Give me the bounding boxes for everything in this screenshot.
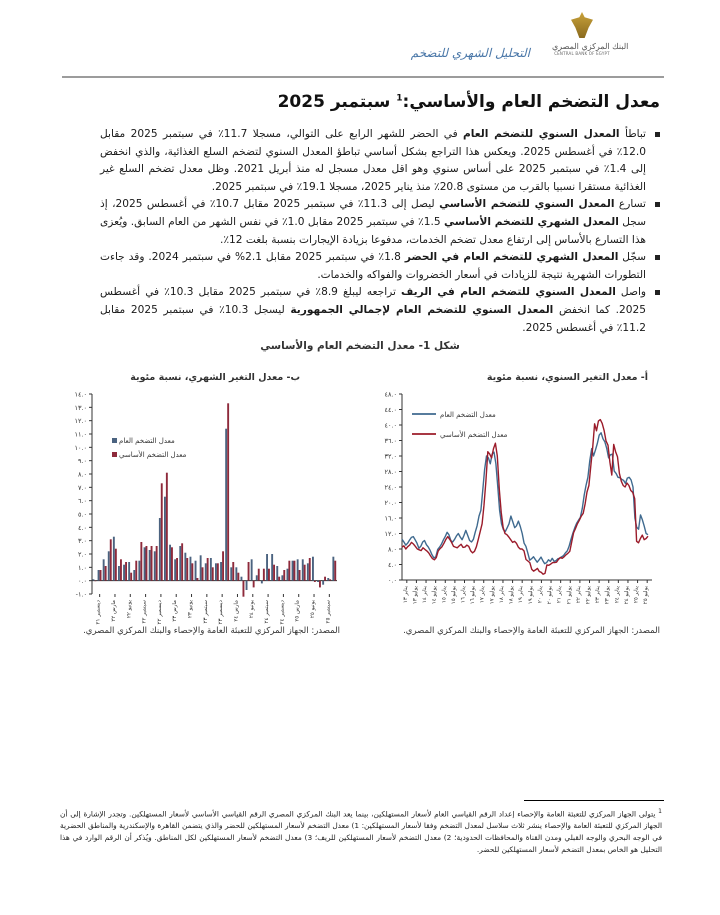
core-bar bbox=[273, 565, 275, 581]
footnote-ref: 1 bbox=[396, 93, 403, 104]
x-tick-label: يوليو ١٨ bbox=[508, 586, 515, 605]
header-divider bbox=[62, 76, 664, 78]
x-tick-label: يناير ١٤ bbox=[422, 586, 429, 604]
core-bar bbox=[207, 558, 209, 581]
y-tick-label: ٣٢.٠ bbox=[384, 452, 397, 461]
footnote-text: يتولى الجهاز المركزي للتعبئة العامة والإحصاء إعداد الرقم القياسي العام لأسعار المستهلكين، بينما يعد البنك المركزي المصري الرقم القياسي الأساسي لأسعار المستهلكين. وتجدر الإشارة إلى أن الجهاز المركزي للتعبئة العامة والإحصاء ينشر ثلاث سلاسل لمعدل التضخم وفقا لأسعار المستهلكين: 1) معدل التضخم لأسعار المستهلكين للحضر والذي يتضمن القاهرة والإسكندرية والمناطق الحضرية في الوجه البحري والوجه القبلي ومدن القناة والمحافظات الحدودية؛ 2) معدل التضخم لأسعار المستهلكين للريف؛ 3) معدل التضخم لأسعار المستهلكين لكل المناطق. ويُذكر أن الرقم الوارد في هذا التحليل هو الخاص بمعدل التضخم لأسعار المستهلكين للحضر. bbox=[60, 809, 662, 855]
core-bar bbox=[166, 473, 168, 581]
core-bar bbox=[309, 558, 311, 581]
headline-bar bbox=[118, 566, 120, 581]
chart-b-source: المصدر: الجهاز المركزي للتعبئة العامة والإحصاء والبنك المركزي المصري. bbox=[83, 626, 340, 636]
bullet-text: ليسجل 10.3٪ في سبتمبر 2025 مقابل 11.2٪ في أغسطس 2025. bbox=[100, 303, 646, 334]
headline-bar bbox=[184, 553, 186, 581]
headline-bar bbox=[93, 579, 95, 580]
x-tick-label: مارس ٢٢ bbox=[110, 600, 117, 622]
headline-bar bbox=[123, 565, 125, 581]
y-tick-label: ٠.٠ bbox=[387, 576, 397, 585]
x-tick-label: مارس ٢٤ bbox=[233, 600, 240, 622]
headline-bar bbox=[225, 429, 227, 581]
x-tick-label: يونيو ٢٢ bbox=[126, 600, 133, 619]
y-tick-label: ٨.٠ bbox=[77, 470, 87, 479]
y-tick-label: ٩.٠ bbox=[77, 457, 87, 466]
legend-swatch bbox=[112, 452, 117, 457]
core-inflation-line bbox=[402, 420, 648, 575]
figure-title: شكل 1- معدل التضخم العام والأساسي bbox=[260, 340, 460, 352]
legend-swatch bbox=[112, 438, 117, 443]
core-bar bbox=[294, 561, 296, 581]
x-tick-label: مارس ٢٣ bbox=[172, 600, 179, 622]
core-bar bbox=[263, 569, 265, 581]
headline-bar bbox=[327, 578, 329, 581]
core-bar bbox=[94, 581, 96, 582]
core-bar bbox=[100, 570, 102, 581]
x-tick-label: ديسمبر ٢٤ bbox=[279, 600, 286, 625]
x-tick-label: ديسمبر ٢٣ bbox=[218, 600, 225, 625]
headline-bar bbox=[174, 559, 176, 580]
headline-bar bbox=[179, 546, 181, 581]
x-tick-label: يوليو ١٧ bbox=[489, 586, 496, 605]
bullet-bold: المعدل السنوي للتضخم الأساسي bbox=[439, 198, 615, 211]
y-tick-label: ١٤.٠ bbox=[74, 390, 87, 399]
core-bar bbox=[110, 539, 112, 580]
x-tick-label: سبتمبر ٢٤ bbox=[264, 600, 271, 624]
x-tick-label: سبتمبر ٢٣ bbox=[202, 600, 209, 624]
chart-a-subtitle: أ- معدل التغير السنوي، نسبة مئوية bbox=[486, 372, 648, 383]
core-bar bbox=[212, 567, 214, 580]
x-tick-label: يوليو ٢٠ bbox=[547, 586, 554, 605]
core-bar bbox=[156, 546, 158, 581]
headline-bar bbox=[215, 563, 217, 580]
headline-bar bbox=[149, 550, 151, 581]
headline-bar bbox=[169, 545, 171, 581]
cbe-logo bbox=[552, 12, 629, 68]
bullet-item bbox=[100, 249, 660, 284]
x-tick-label: يناير ٢٥ bbox=[633, 586, 640, 604]
bullet-item bbox=[100, 284, 660, 337]
core-bar bbox=[140, 542, 142, 581]
core-bar bbox=[191, 563, 193, 580]
core-bar bbox=[197, 578, 199, 581]
core-bar bbox=[314, 581, 316, 582]
core-bar bbox=[243, 581, 245, 597]
y-tick-label: ٢٨.٠ bbox=[384, 468, 397, 476]
bullet-item bbox=[100, 196, 660, 249]
core-bar bbox=[135, 561, 137, 581]
x-tick-label: يناير ٢١ bbox=[556, 586, 563, 604]
core-bar bbox=[248, 562, 250, 581]
bullet-bold: المعدل السنوي للتضخم العام bbox=[463, 128, 620, 140]
core-bar bbox=[227, 403, 229, 580]
legend-label: معدل التضخم الأساسي bbox=[440, 431, 508, 439]
x-tick-label: يوليو ٢٥ bbox=[643, 586, 650, 605]
x-tick-label: يوليو ٢٤ bbox=[623, 586, 630, 605]
y-tick-label: ١٢.٠ bbox=[384, 530, 397, 538]
headline-bar bbox=[251, 559, 253, 580]
x-tick-label: يناير ٢٣ bbox=[595, 586, 602, 604]
headline-bar bbox=[164, 497, 166, 581]
headline-bar bbox=[205, 563, 207, 580]
y-tick-label: ٤٨.٠ bbox=[384, 390, 397, 399]
bullet-text: 1.5٪ في سبتمبر 2025 مقابل 1.0٪ في نفس الشهر من العام السابق. ويُعزى هذا التسارع بالأساس إلى ارتفاع معدل تضخم الخدمات، مدفوعا بزيادة الإيجارات بنسبة بلغت 12٪. bbox=[100, 215, 646, 246]
core-bar bbox=[253, 581, 255, 588]
summary-bullets bbox=[100, 126, 660, 337]
headline-bar bbox=[322, 581, 324, 585]
y-tick-label: -١.٠ bbox=[75, 590, 87, 599]
legend-label: معدل التضخم الأساسي bbox=[119, 451, 187, 459]
headline-bar bbox=[230, 567, 232, 580]
legend-label: معدل التضخم العام bbox=[119, 437, 175, 445]
bullet-bold: المعدل الشهري للتضخم الأساسي bbox=[443, 215, 619, 228]
core-bar bbox=[115, 549, 117, 581]
core-bar bbox=[232, 562, 234, 581]
bullet-text: تباطأ bbox=[619, 128, 646, 140]
core-bar bbox=[146, 546, 148, 581]
x-tick-label: يونيو ٢٥ bbox=[310, 600, 317, 619]
x-tick-label: ديسمبر ٢٢ bbox=[156, 600, 163, 625]
bullet-bold: المعدل السنوي للتضخم العام لإجمالي الجمهورية bbox=[290, 303, 554, 316]
x-tick-label: يناير ١٨ bbox=[498, 586, 505, 604]
y-tick-label: ٢٤.٠ bbox=[384, 483, 397, 492]
x-tick-label: يوليو ١٣ bbox=[412, 586, 419, 605]
core-bar bbox=[258, 569, 260, 581]
core-bar bbox=[283, 570, 285, 581]
chart-a-line bbox=[362, 380, 692, 620]
x-tick-label: يوليو ٢٢ bbox=[585, 586, 592, 605]
headline-bar bbox=[256, 575, 258, 580]
bullet-text: في الحضر للشهر الرابع على التوالي، مسجلا 11.7٪ في سبتمبر 2025 مقابل 12.0٪ في أغسطس 2025. ويعكس هذا التراجع بشكل أساسي تباطؤ المعدل السنوي لتضخم السلع الغذائية، والذي انخفض إلى 1.4٪ في سبتمبر 2025 على أساس سنوي وهو اقل معدل مسجل له منذ أبريل 2021. وظل معدل تضخم السلع غير الغذائية مستقرا نسبيا بالقرب من مستوى 20.8٪ منذ يناير 2025، مسجلا 19.1٪ في سبتمبر 2025. bbox=[100, 128, 646, 193]
headline-bar bbox=[128, 562, 130, 581]
y-tick-label: ٣.٠ bbox=[77, 537, 87, 546]
x-tick-label: يناير ٢٠ bbox=[537, 586, 544, 604]
x-tick-label: يونيو ٢٤ bbox=[248, 600, 255, 619]
core-bar bbox=[171, 547, 173, 580]
bullet-bold: المعدل السنوي للتضخم العام في الريف bbox=[401, 286, 616, 299]
headline-bar bbox=[292, 561, 294, 581]
core-bar bbox=[176, 558, 178, 581]
footnote bbox=[60, 806, 662, 856]
y-tick-label: ٢.٠ bbox=[77, 550, 87, 559]
chart-a-source: المصدر: الجهاز المركزي للتعبئة العامة والإحصاء والبنك المركزي المصري. bbox=[403, 626, 660, 636]
core-bar bbox=[151, 546, 153, 581]
core-bar bbox=[304, 565, 306, 581]
x-tick-label: يناير ١٦ bbox=[460, 586, 467, 604]
page-title bbox=[278, 92, 660, 112]
legend-label: معدل التضخم العام bbox=[440, 411, 496, 419]
x-tick-label: سبتمبر ٢٢ bbox=[141, 600, 148, 624]
headline-bar bbox=[276, 566, 278, 581]
y-tick-label: ٥.٠ bbox=[77, 510, 87, 519]
x-tick-label: مارس ٢٥ bbox=[294, 600, 301, 622]
y-tick-label: ٤.٠ bbox=[77, 523, 87, 532]
chart-b-subtitle: ب- معدل التغير الشهري، نسبة مئوية bbox=[130, 372, 300, 383]
core-bar bbox=[120, 559, 122, 580]
bullet-text: واصل bbox=[615, 286, 647, 299]
headline-bar bbox=[190, 557, 192, 581]
headline-bar bbox=[287, 569, 289, 581]
x-tick-label: سبتمبر ٢٥ bbox=[325, 600, 332, 624]
headline-bar bbox=[103, 559, 105, 580]
headline-bar bbox=[312, 557, 314, 581]
bullet-text: سجّل bbox=[618, 251, 647, 264]
headline-bar bbox=[271, 554, 273, 581]
headline-bar bbox=[113, 537, 115, 581]
core-bar bbox=[278, 577, 280, 581]
bullet-item bbox=[100, 126, 660, 196]
x-tick-label: يناير ١٧ bbox=[479, 586, 486, 604]
y-tick-label: ١٠.٠ bbox=[74, 443, 87, 452]
x-tick-label: يوليو ٢١ bbox=[566, 586, 573, 605]
y-tick-label: ١١.٠ bbox=[74, 430, 87, 439]
headline-bar bbox=[281, 575, 283, 580]
core-bar bbox=[237, 573, 239, 581]
chart-b-bar bbox=[42, 380, 342, 625]
core-bar bbox=[130, 573, 132, 581]
core-bar bbox=[324, 577, 326, 581]
headline-bar bbox=[108, 551, 110, 580]
page-header bbox=[0, 0, 720, 80]
bullet-text: ليصل إلى 11.3٪ في سبتمبر 2025 مقابل 10.7٪ في أغسطس 2025، إذ سجل bbox=[100, 198, 647, 228]
y-tick-label: ٤.٠ bbox=[387, 561, 397, 569]
y-tick-label: ٤٤.٠ bbox=[384, 406, 397, 414]
x-tick-label: يوليو ١٥ bbox=[450, 586, 457, 605]
headline-bar bbox=[297, 559, 299, 580]
report-title: التحليل الشهري للتضخم bbox=[410, 46, 530, 60]
headline-bar bbox=[98, 570, 100, 581]
headline-bar bbox=[307, 563, 309, 580]
headline-bar bbox=[138, 561, 140, 581]
core-bar bbox=[186, 558, 188, 581]
x-tick-label: يناير ١٣ bbox=[402, 586, 409, 604]
core-bar bbox=[217, 563, 219, 580]
headline-bar bbox=[220, 562, 222, 581]
headline-bar bbox=[241, 577, 243, 581]
y-tick-label: ٨.٠ bbox=[387, 545, 397, 554]
x-tick-label: يوليو ١٦ bbox=[470, 586, 477, 605]
core-bar bbox=[125, 562, 127, 581]
headline-bar bbox=[154, 551, 156, 580]
y-tick-label: ٠.٠ bbox=[77, 577, 87, 586]
core-bar bbox=[161, 483, 163, 580]
bullet-text: تراجعه ليبلغ 8.9٪ في سبتمبر 2025 مقابل 10.3٪ في أغسطس 2025. كما انخفض bbox=[100, 286, 647, 316]
y-tick-label: ١٦.٠ bbox=[384, 514, 397, 523]
y-tick-label: ١.٠ bbox=[77, 563, 87, 572]
y-tick-label: ٤٠.٠ bbox=[384, 421, 397, 430]
headline-bar bbox=[210, 558, 212, 581]
headline-bar bbox=[261, 581, 263, 584]
x-tick-label: يناير ١٩ bbox=[518, 586, 525, 604]
core-bar bbox=[222, 551, 224, 580]
y-tick-label: ٦.٠ bbox=[77, 497, 87, 506]
headline-bar bbox=[195, 561, 197, 581]
page-title-date: سبتمبر 2025 bbox=[277, 92, 391, 112]
headline-bar bbox=[266, 554, 268, 581]
footnote-divider bbox=[524, 800, 664, 801]
x-tick-label: يوليو ١٤ bbox=[431, 586, 438, 605]
bullet-text: 1.8٪ في سبتمبر 2025 مقابل 2.1% في سبتمبر 2024. وقد جاءت التطورات الشهرية نتيجة للزيادات في أسعار الخضروات والفواكه والخدمات. bbox=[100, 251, 646, 281]
core-bar bbox=[202, 567, 204, 580]
x-tick-label: يونيو ٢٣ bbox=[187, 600, 194, 619]
x-tick-label: يوليو ٢٣ bbox=[604, 586, 611, 605]
headline-bar bbox=[159, 518, 161, 581]
bullet-text: تسارع bbox=[614, 198, 647, 211]
logo-text-ar: البنك المركزي المصري bbox=[552, 42, 629, 51]
bullet-bold: المعدل الشهري للتضخم العام في الحضر bbox=[404, 251, 619, 264]
y-tick-label: ١٢.٠ bbox=[74, 417, 87, 426]
y-tick-label: ٧.٠ bbox=[77, 483, 87, 492]
x-tick-label: ديسمبر ٢١ bbox=[95, 600, 102, 625]
x-tick-label: يوليو ١٩ bbox=[527, 586, 534, 605]
headline-bar bbox=[235, 567, 237, 580]
core-bar bbox=[288, 561, 290, 581]
x-tick-label: يناير ٢٤ bbox=[614, 586, 621, 604]
core-bar bbox=[268, 569, 270, 581]
headline-bar bbox=[317, 581, 319, 582]
headline-bar bbox=[133, 570, 135, 581]
headline-bar bbox=[332, 557, 334, 581]
logo-text-en: CENTRAL BANK OF EGYPT bbox=[554, 51, 610, 56]
footnote-number: 1 bbox=[658, 808, 662, 815]
eagle-emblem-icon bbox=[571, 12, 593, 38]
core-bar bbox=[181, 543, 183, 580]
core-bar bbox=[329, 579, 331, 580]
x-tick-label: يناير ٢٢ bbox=[575, 586, 582, 604]
headline-bar bbox=[246, 581, 248, 590]
core-bar bbox=[105, 566, 107, 581]
core-bar bbox=[319, 581, 321, 588]
y-tick-label: ٢٠.٠ bbox=[384, 499, 397, 507]
headline-bar bbox=[144, 547, 146, 580]
y-tick-label: ١٣.٠ bbox=[74, 403, 87, 412]
page-title-text: معدل التضخم العام والأساسي: bbox=[402, 92, 660, 112]
headline-bar bbox=[200, 555, 202, 580]
core-bar bbox=[299, 570, 301, 581]
headline-inflation-line bbox=[402, 433, 648, 564]
x-tick-label: يناير ١٥ bbox=[441, 586, 448, 604]
headline-bar bbox=[302, 559, 304, 580]
y-tick-label: ٣٦.٠ bbox=[384, 437, 397, 445]
core-bar bbox=[334, 561, 336, 581]
